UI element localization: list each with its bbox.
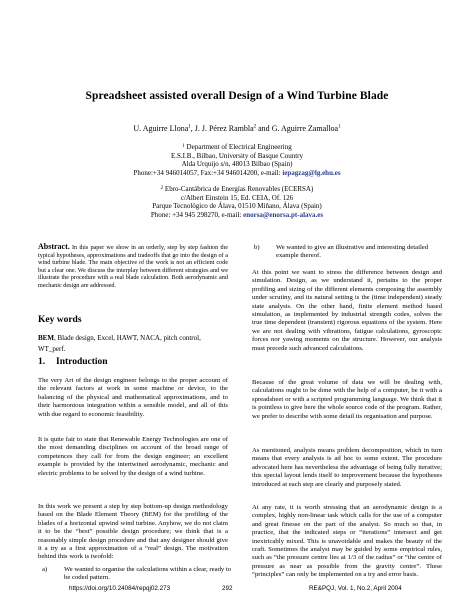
paper-title: Spreadsheet assisted overall Design of a Wind Turbine Blade: [85, 90, 389, 102]
affiliation-1-address: Alda Urquijo s/n, 48013 Bilbao (Spain): [181, 160, 293, 169]
right-paragraph-3: As mentioned, analysis means problem decomposition, which in turn means that every analysis is ad hoc to some extent. The procedure advocated here has nevertheless the advantage of being fully iterative; this special layout lends itself to improvement because the hypotheses introduced at each step are clearly and purposely stated.: [252, 447, 442, 488]
abstract: [38, 243, 228, 290]
intro-paragraph-3: In this work we present a step by step bottom-up design methodology based on the Blade Element Theory (BEM) for the profiling of the blades of a horizontal upwind wind turbine. Anyhow, we do not claim it to be the “best” possible design procedure; we think that is a reasonably simple design procedure and that any designer should give it a try as a first approximation of a “real” design. The motivation behind this work is twofold:: [38, 503, 228, 561]
author-2: J. J. Pérez Rambla: [194, 124, 254, 133]
list-item-b-text: We wanted to give an illustrative and interesting detailed example thereof.: [276, 244, 429, 260]
author-3-affiliation-mark: 1: [338, 124, 341, 130]
author-1: U. Aguirre Llona: [133, 124, 189, 133]
list-item-a-text: We wanted to organise the calculations within a clear, ready to be coded pattern.: [64, 566, 232, 582]
intro-paragraph-2: It is quite fair to state that Renewable Energy Technologies are one of the most demanding disciplines on account of the broad range of competences they call for from the design engineer; an excellent example is provided by the intertwined aerodynamic, mechanic and electric problems to be solved by the design of a wind turbine.: [38, 436, 228, 477]
affiliation-1-school: E.S.I.B., Bilbao, University of Basque Country: [170, 151, 304, 160]
footer-doi-link[interactable]: https://doi.org/10.24084/repqj02.273: [69, 585, 171, 592]
footer-journal: RE&PQJ, Vol. 1, No.2, April 2004: [309, 585, 402, 592]
author-separator: and: [256, 124, 272, 133]
list-item-a-label: a): [42, 566, 48, 573]
author-list: [0, 124, 474, 133]
affiliation-1-phone: Phone:+34 946014057, Fax:+34 946014200, e-mail:: [133, 168, 281, 177]
affiliation-2-email-link[interactable]: enorsa@enorsa.pt-alava.es: [243, 210, 324, 219]
affiliation-1-email-link[interactable]: iepagzag@lg.ehu.es: [282, 168, 341, 177]
author-3: G. Aguirre Zamalloa: [271, 124, 339, 133]
affiliation-1-mark: 1: [182, 144, 185, 149]
affiliation-1-department: Department of Electrical Engineering: [186, 143, 292, 151]
keywords-heading: Key words: [38, 315, 82, 325]
affiliation-2-organisation: Ebro-Cantábrica de Energías Renovables (ECERSA): [164, 185, 314, 193]
affiliation-1: [0, 143, 474, 177]
affiliation-2-park: Parque Tecnológico de Álava, 01510 Miñano, Álava (Spain): [152, 202, 322, 211]
list-item-b-label: b): [254, 244, 260, 251]
author-separator: ,: [190, 124, 195, 133]
section-number: 1.: [38, 357, 46, 367]
affiliation-2-mark: 2: [160, 186, 164, 191]
right-paragraph-4: At any rate, it is worth stressing that an aerodynamic design is a complex, highly non-linear task which calls for the use of a computer and great finesse on the part of the analyst. So much so that, in practice, that the indicated steps or “iterations” intersect and get inextricably mixed. This is unavoidable and makes the beauty of the craft. Sometimes the analyst may be guided by some empirical rules, such as “the pressure centre lies at 1/3 of the radius” or “the centre of pressure as near as possible from the gravity centre”. These “principles” can only be implemented on a try and error basis.: [252, 504, 442, 579]
author-2-affiliation-mark: 2: [253, 124, 257, 130]
right-paragraph-2: Because of the great volume of data we will be dealing with, calculations ought to be done with the help of a computer, be it with a spreadsheet or with a scripted programming language. We think that it is pointless to give here the whole source code of the program. Rather, we prefer to describe with some detail its organisation and purpose.: [252, 379, 442, 420]
keywords-text: , Blade design, Excel, HAWT, NACA, pitch control, WT_perf.: [38, 334, 201, 353]
abstract-heading: Abstract.: [38, 242, 70, 251]
affiliation-2: [0, 185, 474, 219]
keyword-bem: BEM: [38, 334, 54, 342]
footer-page-number: 292: [222, 585, 233, 592]
section-heading: [38, 357, 108, 367]
affiliation-2-street: c/Albert Einstein 15, Ed. CEIA, Of. 126: [180, 193, 294, 202]
intro-paragraph-1: The very Art of the design engineer belongs to the proper account of the relevant factors at work in some machine or device, to the balancing of the physical and mathematical approximations, and to their harmonious integration within a sensible model, and all of this with due regard to economic feasibility.: [38, 377, 228, 418]
affiliation-2-phone: Phone: +34 945 298270, e-mail:: [150, 210, 242, 219]
abstract-text: In this paper we show in an orderly, step by step fashion the typical hypotheses, approximations and tradeoffs that go into the design of a wind turbine blade. The main objective of the work is not an efficient code but a clear one. We discuss the interplay between different strategies and we illustrate the procedure with a real blade calculation. Both aerodynamic and mechanic design are addressed.: [38, 244, 228, 289]
right-paragraph-1: At this point we want to stress the difference between design and simulation. Design, as we understand it, pertains to the proper profiling and sizing of the different elements composing the assembly under scrutiny, and its natural setting is the (time independent) steady state analysis. On the other hand, finite element method based simulation, as implemented by industrial strength codes, solves the true time dependent (transient) rigorous equations of the system. Here we are not dealing with vibrations, fatigue calculations, gyroscopic forces nor yawing moments on the structure. However, our analysis must precede such advanced calculations.: [252, 269, 442, 352]
keywords: [38, 333, 228, 354]
author-1-affiliation-mark: 1: [188, 124, 191, 130]
section-title: Introduction: [56, 357, 108, 367]
